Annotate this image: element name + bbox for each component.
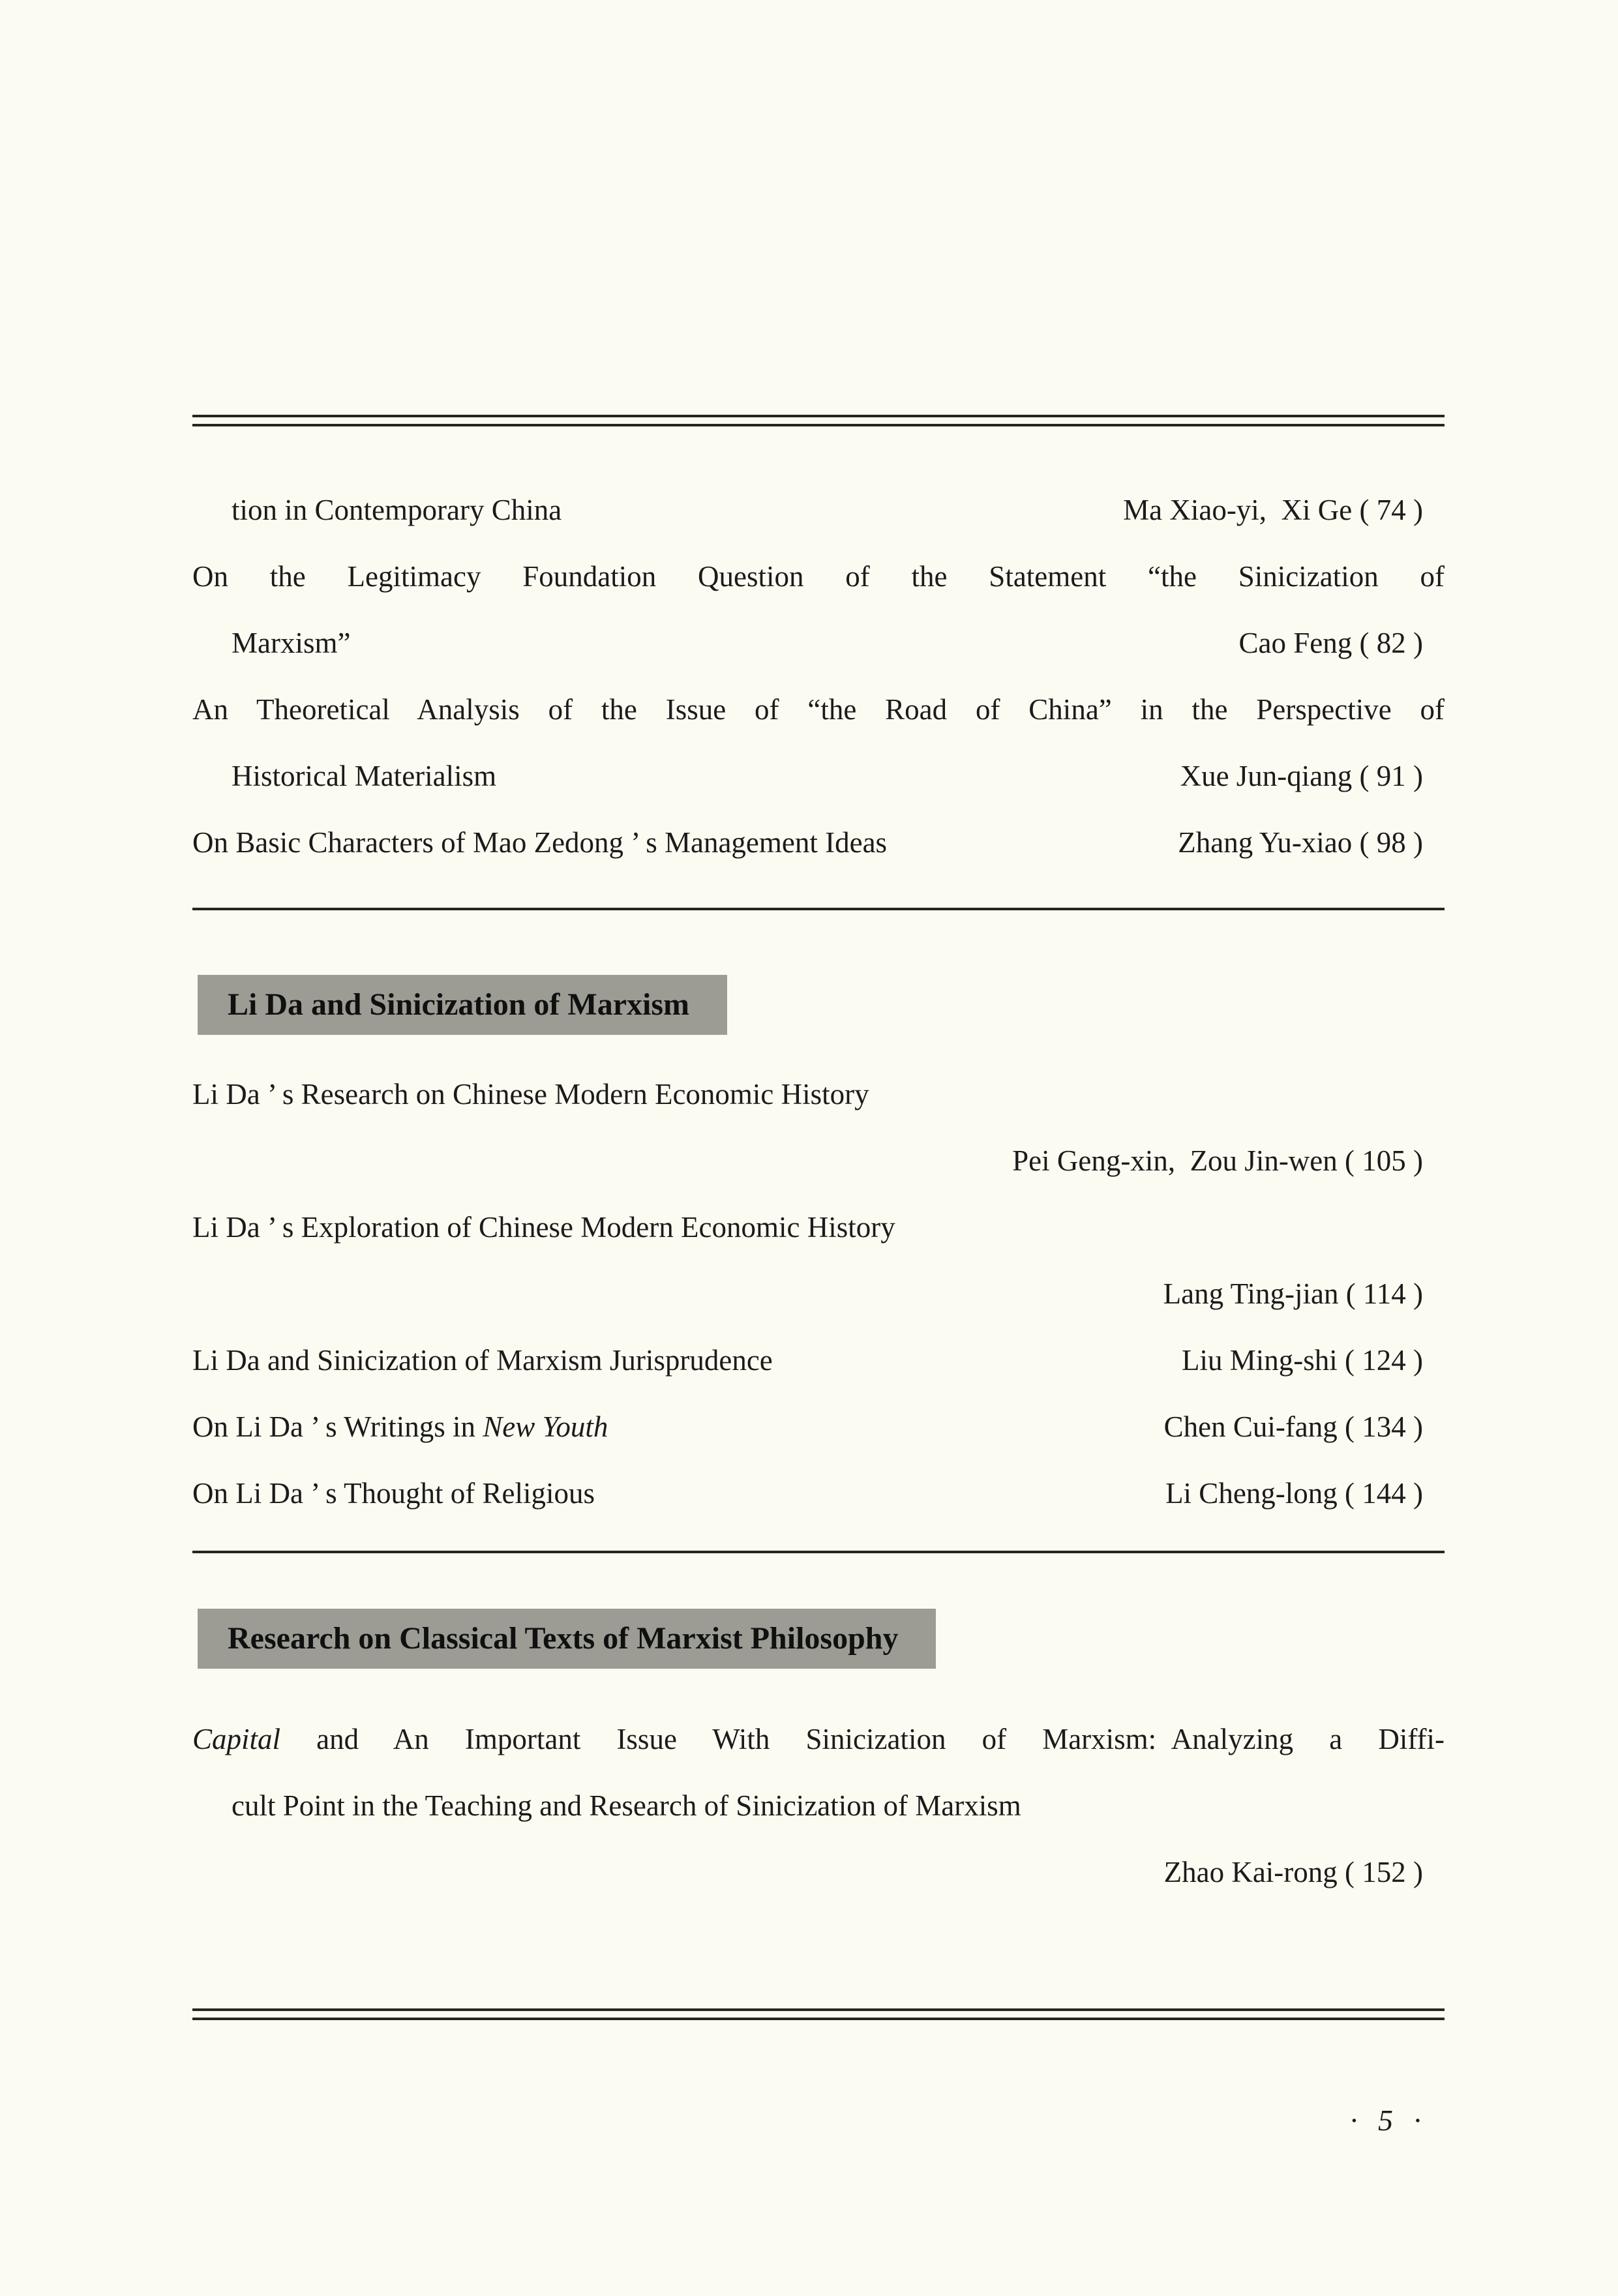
top-double-rule	[192, 415, 1445, 426]
entry-title	[192, 1327, 773, 1394]
entry-author-page: Ma Xiao-yi, Xi Ge ( 74 )	[1123, 494, 1423, 526]
toc-entry-line	[192, 743, 1445, 809]
entry-title-segment: Li Da ’ s Research on Chinese Modern Economic History	[192, 1078, 869, 1111]
entry-title	[192, 477, 562, 543]
entry-author-page: Cao Feng ( 82 )	[1238, 627, 1423, 659]
entry-title-segment: tion in Contemporary China	[232, 494, 562, 526]
entry-title-segment: cult Point in the Teaching and Research of Sinicization of Marxism	[232, 1789, 1021, 1822]
toc-section-classical-texts	[192, 1706, 1445, 1905]
section-header-classical-texts	[198, 1609, 936, 1669]
entry-title-segment: On Basic Characters of Mao Zedong ’ s Management Ideas	[192, 826, 888, 859]
entry-title	[192, 809, 887, 876]
toc-entry-line	[192, 1260, 1445, 1327]
entry-title-segment: An Theoretical Analysis of the Issue of “the Road of China” in the Perspective of	[192, 693, 1445, 726]
entry-title	[192, 1211, 895, 1244]
toc-entry-line	[192, 676, 1445, 743]
divider-rule	[192, 908, 1445, 910]
toc-entry-line	[192, 1327, 1445, 1394]
entry-author-page: Li Cheng-long ( 144 )	[1165, 1477, 1423, 1510]
entry-author-page: Lang Ting-jian ( 114 )	[1163, 1277, 1423, 1310]
section-header-label: Research on Classical Texts of Marxist Philosophy	[228, 1621, 899, 1656]
entry-author-page: Liu Ming-shi ( 124 )	[1182, 1344, 1423, 1377]
toc-entry-line	[192, 809, 1445, 876]
toc-section-continued	[192, 477, 1445, 876]
section-header-label: Li Da and Sinicization of Marxism	[228, 987, 690, 1022]
entry-title	[192, 1460, 595, 1527]
entry-author-page: Xue Jun-qiang ( 91 )	[1180, 760, 1423, 792]
bottom-double-rule	[192, 2008, 1445, 2020]
entry-title-segment: Li Da ’ s Exploration of Chinese Modern Economic History	[192, 1211, 895, 1244]
entry-title-italic-segment: Capital	[192, 1723, 281, 1755]
toc-section-li-da	[192, 1061, 1445, 1527]
toc-entry-line	[192, 1772, 1445, 1839]
toc-entry-line	[192, 1194, 1445, 1260]
entry-title-italic-segment: New Youth	[483, 1410, 608, 1443]
divider-rule	[192, 1551, 1445, 1553]
entry-title	[192, 693, 1445, 726]
entry-title	[192, 1394, 608, 1460]
toc-entry-line	[192, 1394, 1445, 1460]
entry-author-page: Pei Geng-xin, Zou Jin-wen ( 105 )	[1012, 1144, 1423, 1177]
entry-title-segment: Li Da and Sinicization of Marxism Jurisprudence	[192, 1344, 773, 1377]
toc-entry-line	[192, 1061, 1445, 1127]
section-header-li-da	[198, 975, 727, 1035]
page-number: · 5 ·	[1350, 2104, 1421, 2137]
entry-author-page: Chen Cui-fang ( 134 )	[1163, 1410, 1423, 1443]
entry-title	[192, 1789, 1021, 1822]
entry-title	[192, 1723, 1445, 1755]
entry-title-segment: On the Legitimacy Foundation Question of the Statement “the Sinicization of	[192, 560, 1445, 593]
toc-entry-line	[192, 1706, 1445, 1772]
entry-title	[192, 610, 350, 676]
toc-entry-line	[192, 1127, 1445, 1194]
entry-title-segment: and An Important Issue With Sinicization of Marxism: Analyzing a Diffi-	[280, 1723, 1445, 1755]
toc-entry-line	[192, 477, 1445, 543]
toc-entry-line	[192, 1839, 1445, 1905]
page-content	[192, 0, 1445, 2140]
entry-title-segment: On Li Da ’ s Writings in	[192, 1410, 483, 1443]
entry-title	[192, 743, 496, 809]
toc-entry-line	[192, 1460, 1445, 1527]
entry-title	[192, 1078, 869, 1111]
entry-author-page: Zhao Kai-rong ( 152 )	[1163, 1856, 1423, 1888]
entry-title-segment: On Li Da ’ s Thought of Religious	[192, 1477, 595, 1510]
entry-title	[192, 560, 1445, 593]
toc-entry-line	[192, 543, 1445, 610]
entry-author-page: Zhang Yu-xiao ( 98 )	[1178, 826, 1423, 859]
entry-title-segment: Historical Materialism	[232, 760, 497, 792]
entry-title-segment: Marxism”	[232, 627, 351, 659]
toc-entry-line	[192, 610, 1445, 676]
